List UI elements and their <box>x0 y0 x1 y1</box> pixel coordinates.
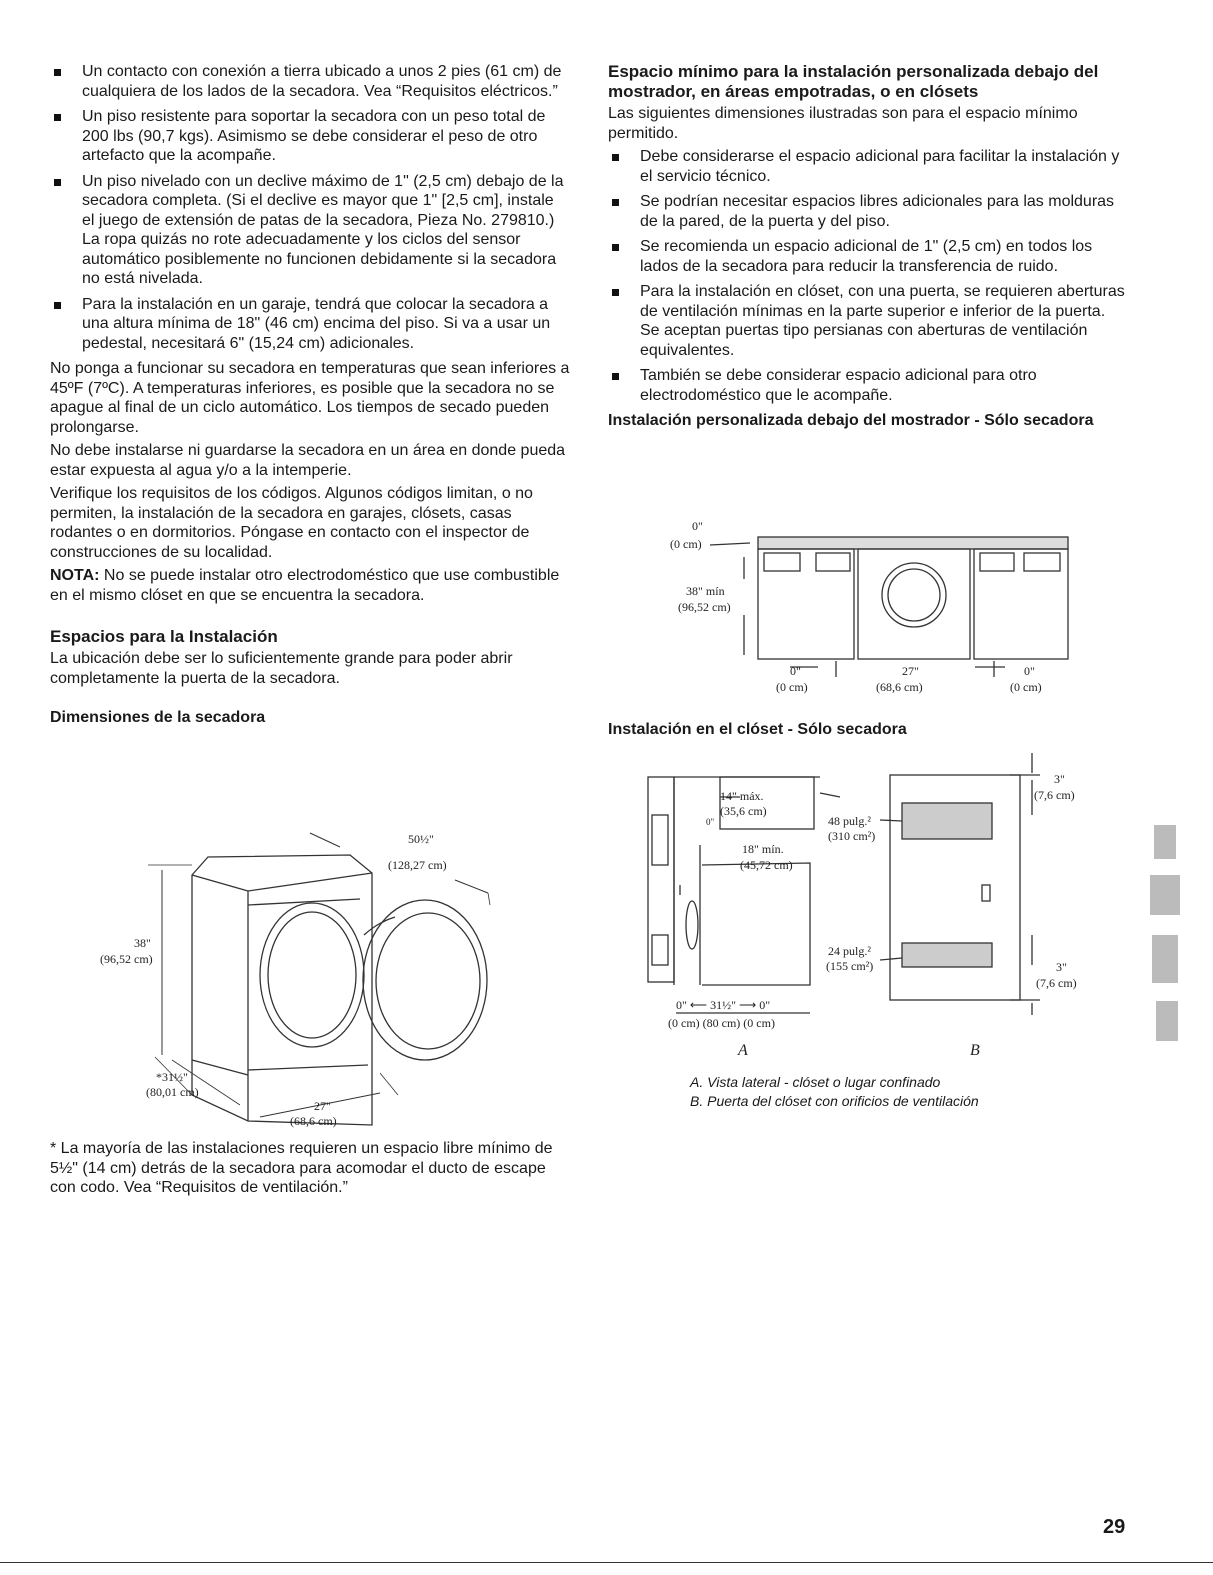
label-a: A <box>738 1042 748 1059</box>
min-space-intro: Las siguientes dimensiones ilustradas son para el espacio mínimo permitido. <box>608 105 1078 142</box>
width-cm-label: (68,6 cm) <box>290 1114 337 1128</box>
list-item: Se recomienda un espacio adicional de 1" (2,5 cm) en todos los lados de la secadora para reducir la transferencia de ruido. <box>608 237 1128 276</box>
width-cm-label: (68,6 cm) <box>876 680 923 694</box>
bottom-dims-cm-label: (0 cm) (80 cm) (0 cm) <box>668 1016 775 1030</box>
list-item: Debe considerarse el espacio adicional para facilitar la instalación y el servicio técnico. <box>608 147 1128 186</box>
left-column <box>50 62 570 731</box>
height-label: 38" <box>134 936 151 950</box>
depth-cm-label: (128,27 cm) <box>388 858 447 872</box>
water-paragraph: No debe instalarse ni guardarse la secadora en un área en donde pueda estar expuesta al agua y/o a la intemperie. <box>50 442 566 479</box>
left-gap-cm-label: (0 cm) <box>776 680 808 694</box>
closet-captions <box>690 1073 1110 1111</box>
min-height-cm-label: (96,52 cm) <box>678 600 731 614</box>
note-label: NOTA: <box>50 567 100 584</box>
right-gap-label: 0" <box>1024 664 1035 678</box>
requirements-list <box>50 62 570 353</box>
closet-heading: Instalación en el clóset - Sólo secadora <box>608 721 907 738</box>
width-label: 27" <box>314 1099 331 1113</box>
top-gap-cm-label: (0 cm) <box>670 537 702 551</box>
caption-b: B. Puerta del clóset con orificios de ventilación <box>690 1093 979 1109</box>
vent-top-cm-label: (310 cm²) <box>828 829 876 843</box>
label-b: B <box>970 1042 980 1059</box>
caption-a: A. Vista lateral - clóset o lugar confinado <box>690 1074 941 1090</box>
page-number: 29 <box>1103 1516 1126 1538</box>
temperature-paragraph: No ponga a funcionar su secadora en temperaturas que sean inferiores a 45ºF (7ºC). A temperaturas inferiores, es posible que la secadora no se apague al final de un ciclo automático. Los tiempos de secado pueden prolongarse. <box>50 360 570 436</box>
bot-gap-cm-label: (7,6 cm) <box>1036 976 1077 990</box>
vent-bot-label: 24 pulg.² <box>828 944 871 958</box>
bottom-rule <box>0 1562 1213 1563</box>
under-counter-figure <box>640 515 1080 700</box>
top-gap-label: 3" <box>1054 772 1065 786</box>
list-item: Para la instalación en un garaje, tendrá que colocar la secadora a una altura mínima de 18" (46 cm) encima del piso. Si va a usar un pedestal, necesitará 6" (15,24 cm) adicionales. <box>50 295 570 354</box>
top-gap-label: 0" <box>692 519 703 533</box>
min-label: 18" mín. <box>742 842 784 856</box>
back-label: *31½" <box>156 1070 188 1084</box>
vent-bot-cm-label: (155 cm²) <box>826 959 874 973</box>
max-label: 14" máx. <box>720 789 764 803</box>
bot-gap-label: 3" <box>1056 960 1067 974</box>
min-height-label: 38" mín <box>686 584 725 598</box>
top-gap-cm-label: (7,6 cm) <box>1034 788 1075 802</box>
zero-small-label: 0" <box>706 817 715 827</box>
width-label: 27" <box>902 664 919 678</box>
list-item: Para la instalación en clóset, con una puerta, se requieren aberturas de ventilación mínimas en la parte superior e inferior de la puerta. Se aceptan puertas tipo persianas con aberturas de ventilación equivalentes. <box>608 282 1128 360</box>
min-space-heading: Espacio mínimo para la instalación personalizada debajo del mostrador, en áreas empotradas, o en clósets <box>608 62 1099 101</box>
height-cm-label: (96,52 cm) <box>100 952 153 966</box>
dryer-dimensions-figure <box>100 825 520 1140</box>
min-cm-label: (45,72 cm) <box>740 858 793 872</box>
spaces-heading: Espacios para la Instalación <box>50 627 278 646</box>
list-item: También se debe considerar espacio adicional para otro electrodoméstico que le acompañe. <box>608 366 1128 405</box>
spaces-text: La ubicación debe ser lo suficientemente grande para poder abrir completamente la puerta de la secadora. <box>50 650 513 687</box>
depth-label: 50½" <box>408 832 434 846</box>
counter-heading: Instalación personalizada debajo del mostrador - Sólo secadora <box>608 412 1094 429</box>
list-item: Un piso resistente para soportar la secadora con un peso total de 200 lbs (90,7 kgs). Asimismo se debe considerar el peso de otro artefacto que la acompañe. <box>50 107 570 166</box>
footnote: * La mayoría de las instalaciones requieren un espacio libre mínimo de 5½" (14 cm) detrás de la secadora para acomodar el ducto de escape con codo. Vea “Requisitos de ventilación.” <box>50 1140 553 1196</box>
codes-paragraph: Verifique los requisitos de los códigos. Algunos códigos limitan, o no permiten, la instalación de la secadora en garajes, clósets, casas rodantes o en dormitorios. Póngase en contacto con el inspector de construcciones de su localidad. <box>50 485 533 561</box>
left-gap-label: 0" <box>790 664 801 678</box>
min-space-list <box>608 147 1128 405</box>
list-item: Un contacto con conexión a tierra ubicado a unos 2 pies (61 cm) de cualquiera de los lados de la secadora. Vea “Requisitos eléctricos.” <box>50 62 570 101</box>
note-text: No se puede instalar otro electrodoméstico que use combustible en el mismo clóset en que se encuentra la secadora. <box>50 567 560 604</box>
list-item: Un piso nivelado con un declive máximo de 1" (2,5 cm) debajo de la secadora completa. (Si el declive es mayor que 1" [2,5 cm], instale el juego de extensión de patas de la secadora, Pieza No. 279810.) La ropa quizás no rote adecuadamente y los ciclos del sensor automático posiblemente no funcionen debidamente si la secadora no está nivelada. <box>50 172 570 289</box>
right-gap-cm-label: (0 cm) <box>1010 680 1042 694</box>
vent-top-label: 48 pulg.² <box>828 814 871 828</box>
back-cm-label: (80,01 cm) <box>146 1085 199 1099</box>
max-cm-label: (35,6 cm) <box>720 804 767 818</box>
bottom-dims-label: 0" ⟵ 31½" ⟶ 0" <box>676 998 771 1012</box>
closet-figure <box>640 745 1100 1065</box>
list-item: Se podrían necesitar espacios libres adicionales para las molduras de la pared, de la puerta y del piso. <box>608 192 1128 231</box>
right-column <box>608 62 1128 434</box>
dimensions-heading: Dimensiones de la secadora <box>50 709 266 726</box>
note-paragraph <box>50 566 570 605</box>
scan-artifact <box>1146 815 1186 1055</box>
